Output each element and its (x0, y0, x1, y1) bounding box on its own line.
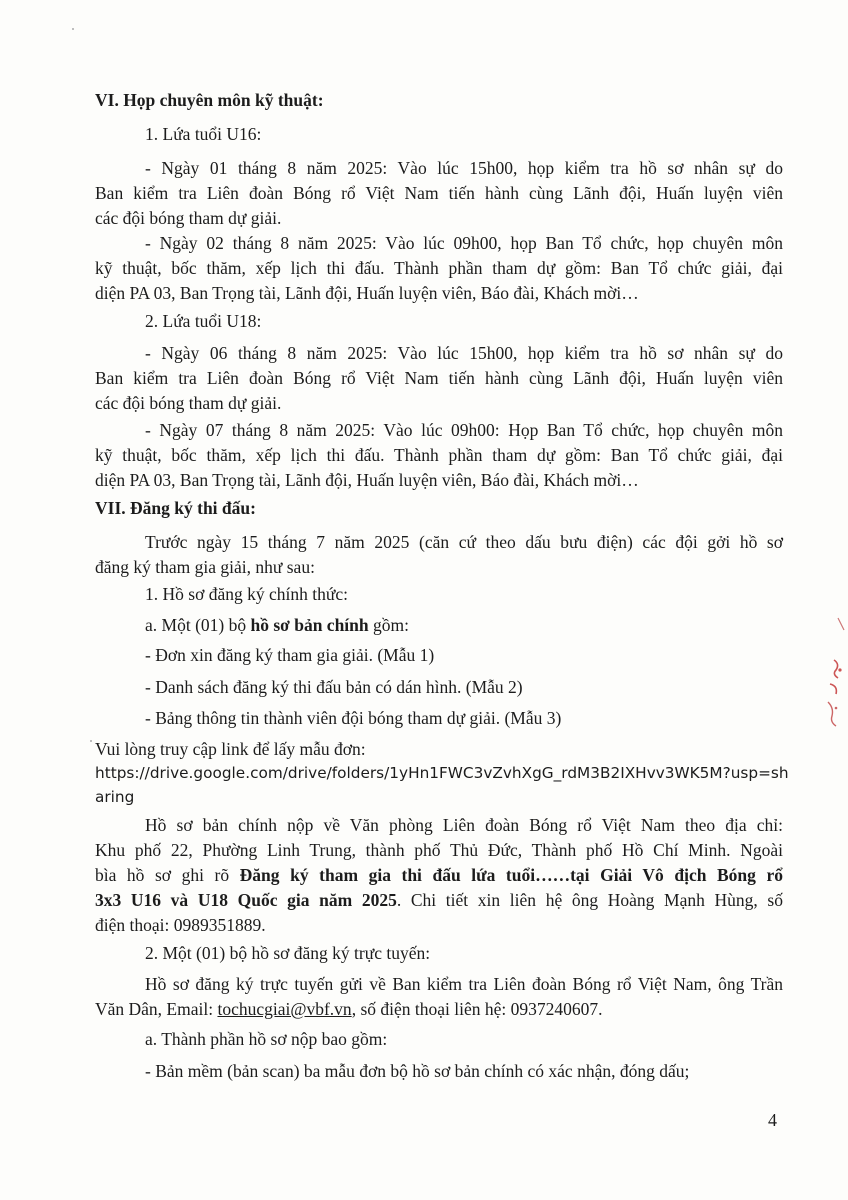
u18-label: 2. Lứa tuổi U18: (145, 311, 262, 331)
dossier-item-form3: - Bảng thông tin thành viên đội bóng tham dự giải. (Mẫu 3) (145, 708, 562, 728)
scan-speck (90, 740, 92, 742)
submit-address-line1: Hồ sơ bản chính nộp về Văn phòng Liên đoàn Bóng rổ Việt Nam theo địa chỉ: (145, 815, 783, 835)
tournament-name-bold: 3x3 U16 và U18 Quốc gia năm 2025 (95, 890, 397, 910)
online-contact-suffix: , số điện thoại liên hệ: 0937240607. (351, 999, 603, 1019)
section-7-heading: VII. Đăng ký thi đấu: (95, 498, 256, 518)
soft-copy-item: - Bản mềm (bản scan) ba mẫu đơn bộ hồ sơ bản chính có xác nhận, đóng dấu; (145, 1061, 690, 1081)
u18-p1-line2: Ban kiểm tra Liên đoàn Bóng rổ Việt Nam tiến hành cùng Lãnh đội, Huấn luyện viên (95, 368, 783, 388)
u18-p2-line2: kỹ thuật, bốc thăm, xếp lịch thi đấu. Thành phần tham dự gồm: Ban Tổ chức giải, đại (95, 445, 783, 465)
dossier-item-form2: - Danh sách đăng ký thi đấu bản có dán hình. (Mẫu 2) (145, 677, 523, 697)
link-intro: Vui lòng truy cập link để lấy mẫu đơn: (95, 739, 366, 759)
u16-p1-line2: Ban kiểm tra Liên đoàn Bóng rổ Việt Nam tiến hành cùng Lãnh đội, Huấn luyện viên (95, 183, 783, 203)
u16-label: 1. Lứa tuổi U16: (145, 124, 262, 144)
official-dossier-label: 1. Hồ sơ đăng ký chính thức: (145, 584, 348, 604)
contact-person: . Chi tiết xin liên hệ ông Hoàng Mạnh Hùng, số (396, 890, 783, 910)
forms-link-line2[interactable]: aring (95, 788, 135, 806)
u18-p1-line3: các đội bóng tham dự giải. (95, 393, 282, 413)
registration-intro-line1: Trước ngày 15 tháng 7 năm 2025 (căn cứ theo dấu bưu điện) các đội gởi hồ sơ (145, 532, 783, 552)
original-dossier-bold: hồ sơ bản chính (250, 615, 369, 635)
online-dossier-label: 2. Một (01) bộ hồ sơ đăng ký trực tuyến: (145, 943, 431, 963)
online-dossier-line1: Hồ sơ đăng ký trực tuyến gửi về Ban kiểm tra Liên đoàn Bóng rổ Việt Nam, ông Trần (145, 974, 783, 994)
submit-address-line2: Khu phố 22, Phường Linh Trung, thành phố Thủ Đức, Thành phố Hồ Chí Minh. Ngoài (95, 840, 783, 860)
scan-speck (72, 28, 74, 30)
u16-p2-line1: - Ngày 02 tháng 8 năm 2025: Vào lúc 09h00, họp Ban Tổ chức, họp chuyên môn (145, 233, 783, 253)
u18-p2-line3: diện PA 03, Ban Trọng tài, Lãnh đội, Huấn luyện viên, Báo đài, Khách mời… (95, 470, 639, 490)
u16-p1-line1: - Ngày 01 tháng 8 năm 2025: Vào lúc 15h00, họp kiểm tra hồ sơ nhân sự do (145, 158, 783, 178)
section-6-heading: VI. Họp chuyên môn kỹ thuật: (95, 90, 324, 110)
original-dossier-suffix: gồm: (368, 615, 409, 635)
u18-p1-line1: - Ngày 06 tháng 8 năm 2025: Vào lúc 15h00, họp kiểm tra hồ sơ nhân sự do (145, 343, 783, 363)
submit-address-line4 (95, 888, 783, 912)
submit-address-line5: điện thoại: 0989351889. (95, 915, 266, 935)
cover-note-bold: Đăng ký tham gia thi đấu lứa tuổi……tại Giải Vô địch Bóng rổ (239, 865, 783, 885)
u18-p2-line1: - Ngày 07 tháng 8 năm 2025: Vào lúc 09h00: Họp Ban Tổ chức, họp chuyên môn (145, 420, 783, 440)
forms-link-line1[interactable]: https://drive.google.com/drive/folders/1yHn1FWC3vZvhXgG_rdM3B2IXHvv3WK5M?usp=sh (95, 764, 789, 782)
online-dossier-line2 (95, 997, 783, 1021)
registration-intro-line2: đăng ký tham gia giải, như sau: (95, 557, 315, 577)
original-dossier-line (145, 613, 783, 637)
u16-p2-line2: kỹ thuật, bốc thăm, xếp lịch thi đấu. Thành phần tham dự gồm: Ban Tổ chức giải, đại (95, 258, 783, 278)
online-contact-prefix: Văn Dân, Email: (95, 999, 218, 1019)
email-link[interactable]: tochucgiai@vbf.vn (217, 999, 352, 1019)
cover-note-prefix: bìa hồ sơ ghi rõ (95, 865, 240, 885)
original-dossier-prefix: a. Một (01) bộ (145, 615, 251, 635)
page-number: 4 (768, 1110, 777, 1130)
u16-p2-line3: diện PA 03, Ban Trọng tài, Lãnh đội, Huấn luyện viên, Báo đài, Khách mời… (95, 283, 639, 303)
seal-stamp-edge (808, 610, 848, 740)
u16-p1-line3: các đội bóng tham dự giải. (95, 208, 282, 228)
dossier-item-form1: - Đơn xin đăng ký tham gia giải. (Mẫu 1) (145, 645, 435, 665)
components-label: a. Thành phần hồ sơ nộp bao gồm: (145, 1029, 388, 1049)
submit-address-line3 (95, 863, 783, 887)
